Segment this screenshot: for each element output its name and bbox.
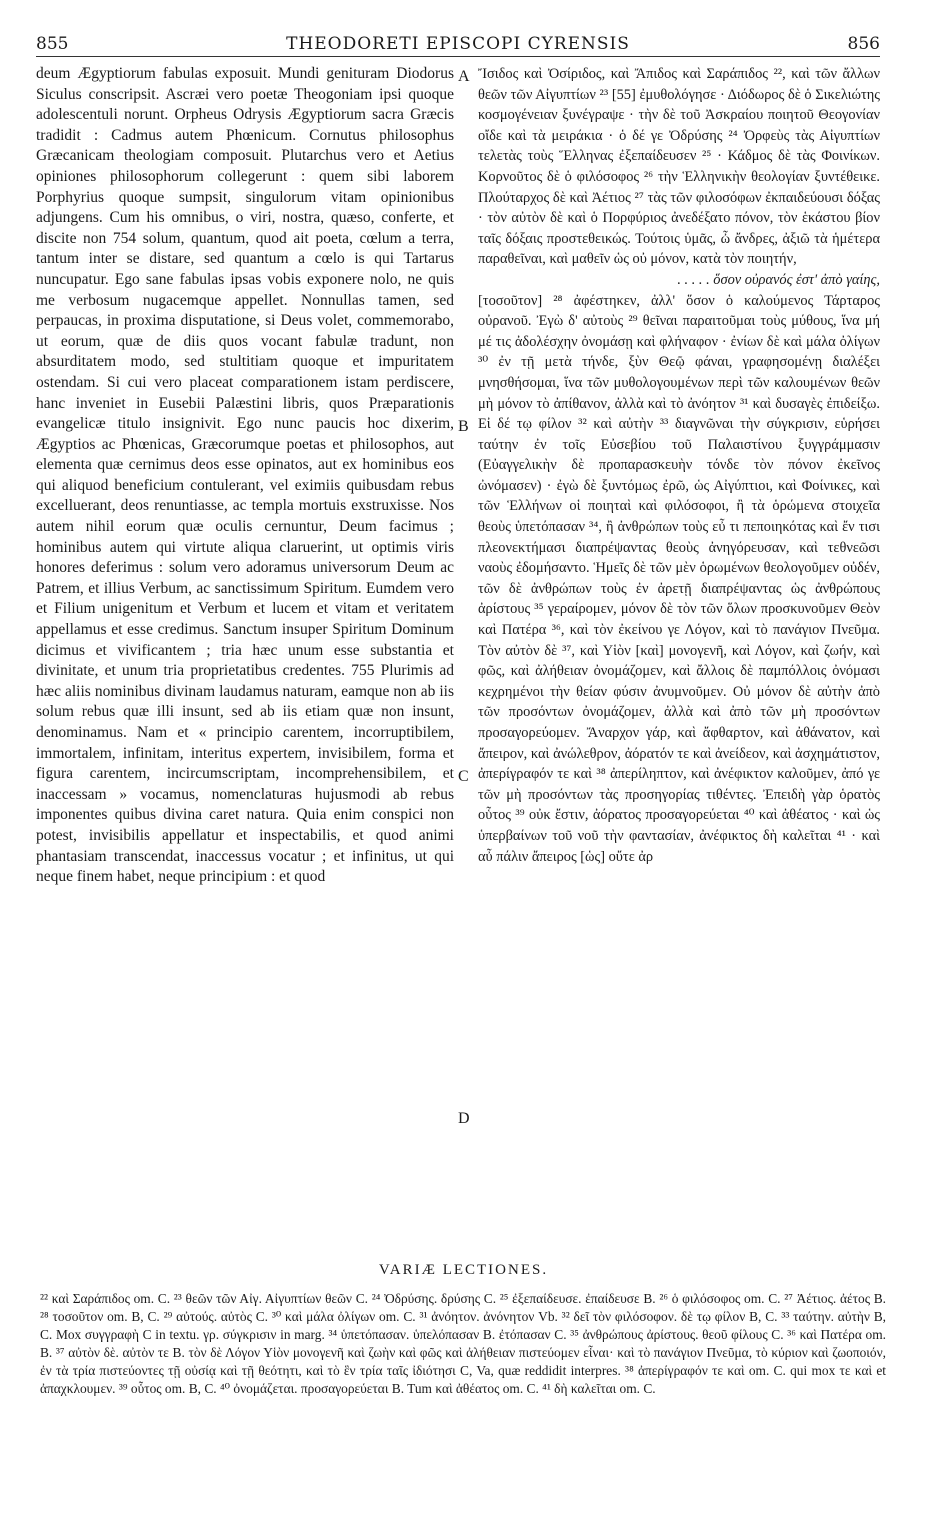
greek-column bbox=[478, 64, 880, 1244]
greek-text: Ἴσιδος καὶ Ὀσίριδος, καὶ Ἄπιδος καὶ Σαράπιδος ²², καὶ τῶν ἄλλων θεῶν τῶν Αἰγυπτίων ²³ [55] ἐμυθολόγησε · Διόδωρος δὲ ὁ Σικελιώτης κοσμογένειαν ξυνέγραψε · τὴν δὲ τοῦ Ἀσκραίου ποιητοῦ Θεογονίαν οἴδε καὶ τὰ μειράκια · ὁ δέ γε Ὀδρύσης ²⁴ Ὀρφεὺς τὰς Αἰγυπτίων τελετὰς τοὺς Ἕλληνας ἐξεπαίδευσεν ²⁵ · Κάδμος δὲ τὰς Φοινίκων. Κορνοῦτος δὲ ὁ φιλόσοφος ²⁶ τὴν Ἑλληνικὴν θεολογίαν ξυντέθεικε. Πλούταρχος δὲ καὶ Ἀέτιος ²⁷ τὰς τῶν φιλοσόφων ἐκπαιδεύουσι δόξας · τὸν αὐτὸν δὲ καὶ ὁ Πορφύριος ἀνεδέξατο πόνον, τὸν ἑκάστου βίον ταῖς δόξαις προστεθεικώς. Τούτοις ὑμᾶς, ὦ ἄνδρες, ἀξιῶ τὰ ἡμέτερα παραθεῖναι, καὶ μαθεῖν ὡς οὐ μόνον, κατὰ τὸν ποιητήν, bbox=[478, 66, 880, 268]
latin-column bbox=[36, 64, 454, 1244]
margin-letter-d: D bbox=[458, 1110, 470, 1127]
margin-letter-a: A bbox=[458, 68, 470, 85]
running-header bbox=[36, 30, 880, 57]
greek-text-continued: [τοσοῦτον] ²⁸ ἀφέστηκεν, ἀλλ' ὅσον ὁ καλούμενος Τάρταρος οὐρανοῦ. Ἐγὼ δ' αὐτοὺς ²⁹ θεῖναι παραιτοῦμαι τοὺς μύθους, ἵνα μή μέ τις ἀδολέσχην ὀνομάσῃ καὶ φλήναφον · ἐνίων δὲ καὶ μάλα ὀλίγων ³⁰ ἐν τῇ μετὰ τήνδε, ξὺν Θεῷ φάναι, γραφησομένῃ διαλέξει μνησθήσομαι, ἵνα τῶν μυθολογουμένων περὶ τῶν καλουμένων θεῶν μὴ μόνον τὸ ἀπίθανον, ἀλλὰ καὶ τὸ ἀνόητον ³¹ καὶ δυσαγὲς ἐπιδείξω. Εἰ δέ τῳ φίλον ³² καὶ αὐτὴν ³³ διαγνῶναι τὴν σύγκρισιν, εὑρήσει ταύτην ἐν τοῖς Εὐσεβίου τοῦ Παλαιστίνου ξυγγράμμασιν (Εὐαγγελικὴν δὲ προπαρασκευὴν τόνδε τὸν πόνον ἐκεῖνος ὠνόμασεν) · ἐγὼ δὲ ξυντόμως ἐρῶ, ὡς Αἰγύπτιοι, καὶ Φοίνικες, καὶ τῶν Ἑλλήνων οἱ ποιηταὶ καὶ φιλόσοφοι, ἢ τὰ ὁρώμενα στοιχεῖα θεοὺς ὑπετόπασαν ³⁴, ἢ ἀνθρώπων τοὺς εὖ τι πεποιηκότας καὶ ἔν τισι πλεονεκτήμασι διαπρέψαντας θεοὺς ἀνηγόρευσαν, καὶ τεθνεῶσι ναοὺς ἐδομήσαντο. Ἡμεῖς δὲ τῶν μὲν ὁρωμένων θεολογοῦμεν οὐδέν, τῶν δὲ ἀνθρώπων τοὺς ἐν ἀρετῇ διαπρέψαντας ὡς ἀνθρώπους ἀρίστους ³⁵ γεραίρομεν, μόνον δὲ τὸν τῶν ὅλων προσκυνοῦμεν Θεὸν καὶ Πατέρα ³⁶, καὶ τὸν ἐκείνου γε Λόγον, καὶ τὸ πανάγιον Πνεῦμα. Τὸν αὐτὸν δὲ ³⁷, καὶ Υἱὸν [καὶ] μονογενῆ, καὶ Λόγον, καὶ ζωήν, καὶ φῶς, καὶ ἀλήθειαν ὀνομάζομεν, καὶ ἄλλοις δὲ παμπόλλοις ὀνόμασι κεχρημένοι τὴν θείαν φύσιν ἀνυμνοῦμεν. Οὐ μόνον δὲ αὐτὴν ἀπὸ τῶν προσόντων ὀνομάζομεν, ἀλλὰ καὶ ἀπὸ τῶν μὴ προσόντων προσαγορεύομεν. Ἄναρχον γάρ, καὶ ἄφθαρτον, καὶ ἀθάνατον, καὶ ἄπειρον, καὶ ἀνώλεθρον, ἀόρατόν τε καὶ ἀνείδεον, καὶ ἀσχημάτιστον, ἀπερίγραφόν τε καὶ ³⁸ ἀπερίληπτον, καὶ ἀνέφικτον καλοῦμεν, ἀπό γε τῶν μὴ προσόντων τὰς προσηγορίας τιθέντες. Ἐπειδὴ γὰρ ὁρατὸς οὗτος ³⁹ οὐκ ἔστιν, ἀόρατος προσαγορεύεται ⁴⁰ καὶ ἀθέατος · καὶ ὡς ὑπερβαίνων τοῦ νοῦ τὴν φαντασίαν, ἀνέφικτος δὴ καλεῖται ⁴¹ · καὶ αὖ πάλιν ἄπειρος [ὡς] οὔτε ἀρ bbox=[478, 292, 880, 865]
page-number-left: 855 bbox=[36, 34, 69, 54]
variae-lectiones-text: ²² καὶ Σαράπιδος om. C. ²³ θεῶν τῶν Αἰγ. Αἰγυπτίων θεῶν C. ²⁴ Ὀδρύσης. δρύσης C. ²⁵ ἐξεπαίδευσε. ἐπαίδευσε B. ²⁶ ὁ φιλόσοφος om. C. ²⁷ Ἀέτιος. ἀέτος B. ²⁸ τοσοῦτον om. B, C. ²⁹ αὐτούς. αὐτὸς C. ³⁰ καὶ μάλα ὀλίγων om. C. ³¹ ἀνόητον. ἀνόνητον Vb. ³² δεῖ τὸν φιλόσοφον. δὲ τῳ φίλον B, C. ³³ ταύτην. αὐτὴν B, C. Mox συγγραφὴ C in textu. γρ. σύγκρισιν in marg. ³⁴ ὑπετόπασαν. ὑπελόπασαν B. ἐτόπασαν C. ³⁵ ἀνθρώπους ἀρίστους. θεοῦ φίλους C. ³⁶ καὶ Πατέρα om. B. ³⁷ αὐτὸν δὲ. αὐτὸν τε B. τὸν δὲ Λόγον Υἱὸν μονογενῆ καὶ ζωὴν καὶ φῶς καὶ ἀλήθειαν πιστεύομεν εἶναι· καὶ τὸ πανάγιον Πνεῦμα, τὸ κύριον καὶ ζωοποιόν, ἐν τὰ τρία πιστεύοντες τῇ οὐσίᾳ καὶ τῇ θεότητι, καὶ τὸ ἓν τρία ταῖς ἰδιότησι C, Va, quæ reddidit interpres. ³⁸ ἀπερίγραφόν τε καὶ om. C. qui mox τε καὶ et ἀπαχκλουμεν. ³⁹ οὗτος om. B, C. ⁴⁰ ὀνομάζεται. προσαγορεύεται B. Tum καὶ ἀθέατος om. C. ⁴¹ δὴ καλεῖται om. C. bbox=[40, 1291, 886, 1396]
page-number-right: 856 bbox=[847, 34, 880, 54]
variae-lectiones bbox=[40, 1290, 886, 1398]
margin-letter-c: C bbox=[458, 768, 469, 785]
margin-letter-b: B bbox=[458, 418, 469, 435]
latin-text: deum Ægyptiorum fabulas exposuit. Mundi genituram Diodorus Siculus conscripsit. Ascræi vero poetæ Theogoniam ipsi quoque adolescentuli norunt. Orpheus Odrysis Ægyptiorum sacra Græcis tradidit : Cadmus autem Phœnicum. Cornutus philosophus Græcanicam theologiam composuit. Plutarchus vero et Aetius opiniones philosophorum collegerunt : quem sibi laborem Porphyrius quoque sumpsit, singulorum vitam opinionibus adjungens. Cum his omnibus, o viri, nostra, quæso, conferte, et discite non 754 solum, quantum, quod ait poeta, cœlum a terra, tantum inter se distare, sed quantum a cœlo is qui Tartarus nuncupatur. Ego sane fabulas ipsas vobis exponere nolo, ne quis me verbosum nugacemque appellet. Nonnullas tamen, sed perpaucas, in proxima disputatione, si Deus volet, commemorabo, ut eorum, quæ de diis quos vocant fabulæ tradunt, non absurditatem modo, sed stultitiam quoque et impuritatem ostendam. Si cui vero placeat comparationem istam perdiscere, hanc inveniet in Eusebii Palæstini libris, quos Præparationis evangelicæ titulo insignivit. Ego nunc paucis hoc dixerim, Ægyptios ac Phœnicas, Græcorumque poetas et philosophos, aut elementa quæ cernimus deos esse opinatos, aut ex hominibus eos qui aliquod beneficium contulerant, vel eximiis quibusdam rebus excelluerant, deos renuntiasse, ac templa mortuis exstruxisse. Nos autem nihil eorum quæ oculis cernuntur, Deum facimus ; hominibus autem qui virtute aliqua claruerint, ut optimis viris honores deferimus : solum vero adoramus universorum Deum ac Patrem, et illius Verbum, ac sanctissimum Spiritum. Eumdem vero et Filium unigenitum et Verbum et lucem et vitam et veritatem appellamus et esse credimus. Sanctum insuper Spiritum Dominum dicimus et vivificantem ; tria hæc unum esse substantia et divinitate, et unum tria proprietatibus credentes. 755 Plurimis ad hæc aliis nominibus divinam laudamus naturam, eamque non ab iis solum rebus quæ illi insunt, sed ab iis etiam quæ non insunt, denominamus. Nam et « principio carentem, incorruptibilem, immortalem, infinitam, interitus expertem, invisibilem, forma et figura carentem, incircumscriptam, incomprehensibilem, et inaccessam » vocamus, nomenclaturas hujusmodi ab rebus imponentes quibus divina caret natura. Quia enim conspici non potest, invisibilis appellatur et inspectabilis, et quod animi phantasiam transcendat, inaccessus vocatur ; et infinitus, ut qui neque finem habet, neque principium : et quod bbox=[36, 65, 454, 886]
greek-verse: . . . . . ὅσον οὐρανός ἐστ' ἀπὸ γαίης, bbox=[677, 271, 880, 288]
running-title: THEODORETI EPISCOPI CYRENSIS bbox=[286, 34, 630, 54]
variae-lectiones-title: VARIÆ LECTIONES. bbox=[378, 1262, 549, 1278]
